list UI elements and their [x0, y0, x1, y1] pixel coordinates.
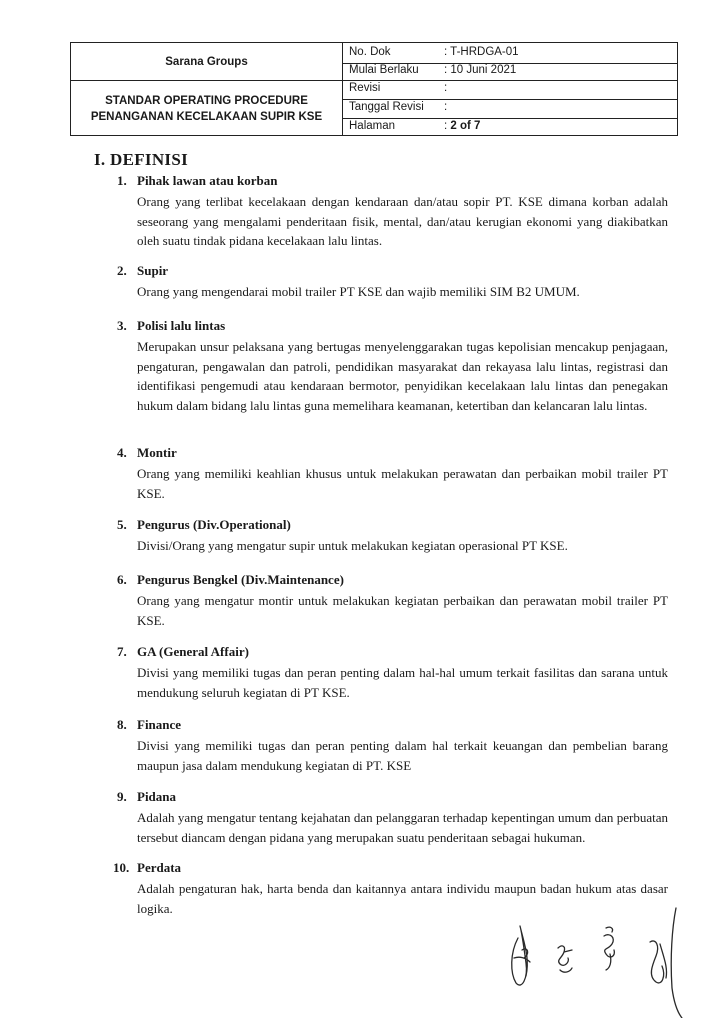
page-number: 2 of 7 [450, 120, 481, 132]
item-text: Divisi/Orang yang mengatur supir untuk melakukan kegiatan operasional PT KSE. [137, 538, 568, 553]
item-number: 10. [113, 860, 130, 875]
item-number: 7. [117, 644, 127, 659]
item-text: Orang yang mengatur montir untuk melakukan kegiatan perbaikan dan perawatan mobil trailer PT KSE. [137, 593, 668, 628]
document-title-line: PENANGANAN KECELAKAAN SUPIR KSE [90, 110, 323, 123]
item-text: Orang yang memiliki keahlian khusus untuk melakukan perawatan dan perbaikan mobil trailer PT KSE. [137, 466, 668, 501]
item-heading: Supir [137, 263, 169, 278]
header-row-divider [342, 99, 677, 100]
item-heading: Finance [137, 717, 182, 732]
revision-date-label: Tanggal Revisi [349, 101, 424, 113]
item-text: Orang yang terlibat kecelakaan dengan kendaraan dan/atau sopir PT. KSE dimana korban adalah seseorang yang mengalami penderitaan fisik, mental, dan/atau kerugian ekonomi yang diakibatkan oleh suatu tindak pidana kecelakaan lalu lintas. [137, 194, 668, 248]
document-title [71, 80, 342, 137]
item-heading: Polisi lalu lintas [137, 318, 226, 333]
item-text: Orang yang mengendarai mobil trailer PT KSE dan wajib memiliki SIM B2 UMUM. [137, 284, 580, 299]
item-number: 3. [117, 318, 127, 333]
page-value-prefix: : [444, 120, 451, 132]
item-number: 5. [117, 517, 127, 532]
effective-date-value: : 10 Juni 2021 [444, 64, 517, 76]
header-row-divider [342, 80, 677, 81]
doc-number-label: No. Dok [349, 46, 391, 58]
item-heading: Pengurus Bengkel (Div.Maintenance) [137, 572, 344, 587]
item-heading: Pengurus (Div.Operational) [137, 517, 291, 532]
item-text: Merupakan unsur pelaksana yang bertugas menyelenggarakan tugas kepolisian mencakup penjagaan, pengaturan, pengawalan dan patroli, pendidikan masyarakat dan rekayasa lalu lintas, registrasi dan identifikasi pengemudi atau kendaraan bermotor, penyidikan kecelakaan lalu lintas dan penegakan hukum dalam bidang lalu lintas guna memelihara keamanan, ketertiban dan kelancaran lalu lintas. [137, 339, 668, 413]
item-number: 8. [117, 717, 127, 732]
item-number: 1. [117, 173, 127, 188]
page-label: Halaman [349, 120, 396, 132]
doc-number-value: : T-HRDGA-01 [444, 46, 519, 58]
item-number: 6. [117, 572, 127, 587]
document-header-table [70, 42, 678, 136]
item-heading: Montir [137, 445, 177, 460]
item-number: 9. [117, 789, 127, 804]
effective-date-label: Mulai Berlaku [349, 64, 419, 76]
section-title: I. DEFINISI [94, 150, 188, 169]
item-heading: Pihak lawan atau korban [137, 173, 278, 188]
item-heading: GA (General Affair) [137, 644, 249, 659]
revision-date-value: : [444, 101, 448, 113]
item-text: Adalah yang mengatur tentang kejahatan dan pelanggaran terhadap kepentingan umum dan perbuatan tersebut diancam dengan pidana yang merupakan suatu penderitaan sebagai hukuman. [137, 810, 668, 845]
document-title-line: STANDAR OPERATING PROCEDURE [105, 94, 308, 107]
header-row-divider [342, 118, 677, 119]
page-value [444, 120, 480, 132]
item-number: 4. [117, 445, 127, 460]
header-divider [342, 43, 343, 135]
revision-value: : [444, 82, 448, 94]
item-text: Divisi yang memiliki tugas dan peran penting dalam hal-hal umum terkait fasilitas dan sarana untuk mendukung seluruh kegiatan di PT KSE. [137, 665, 668, 700]
item-heading: Perdata [137, 860, 182, 875]
company-name: Sarana Groups [165, 55, 248, 68]
signature-initials [500, 898, 700, 1018]
revision-label: Revisi [349, 82, 381, 94]
item-text: Adalah pengaturan hak, harta benda dan kaitannya antara individu maupun badan hukum atas dasar logika. [137, 881, 668, 916]
item-heading: Pidana [137, 789, 177, 804]
item-number: 2. [117, 263, 127, 278]
item-text: Divisi yang memiliki tugas dan peran penting dalam hal terkait keuangan dan pembelian barang maupun jasa dalam mendukung kegiatan di PT. KSE [137, 738, 668, 773]
